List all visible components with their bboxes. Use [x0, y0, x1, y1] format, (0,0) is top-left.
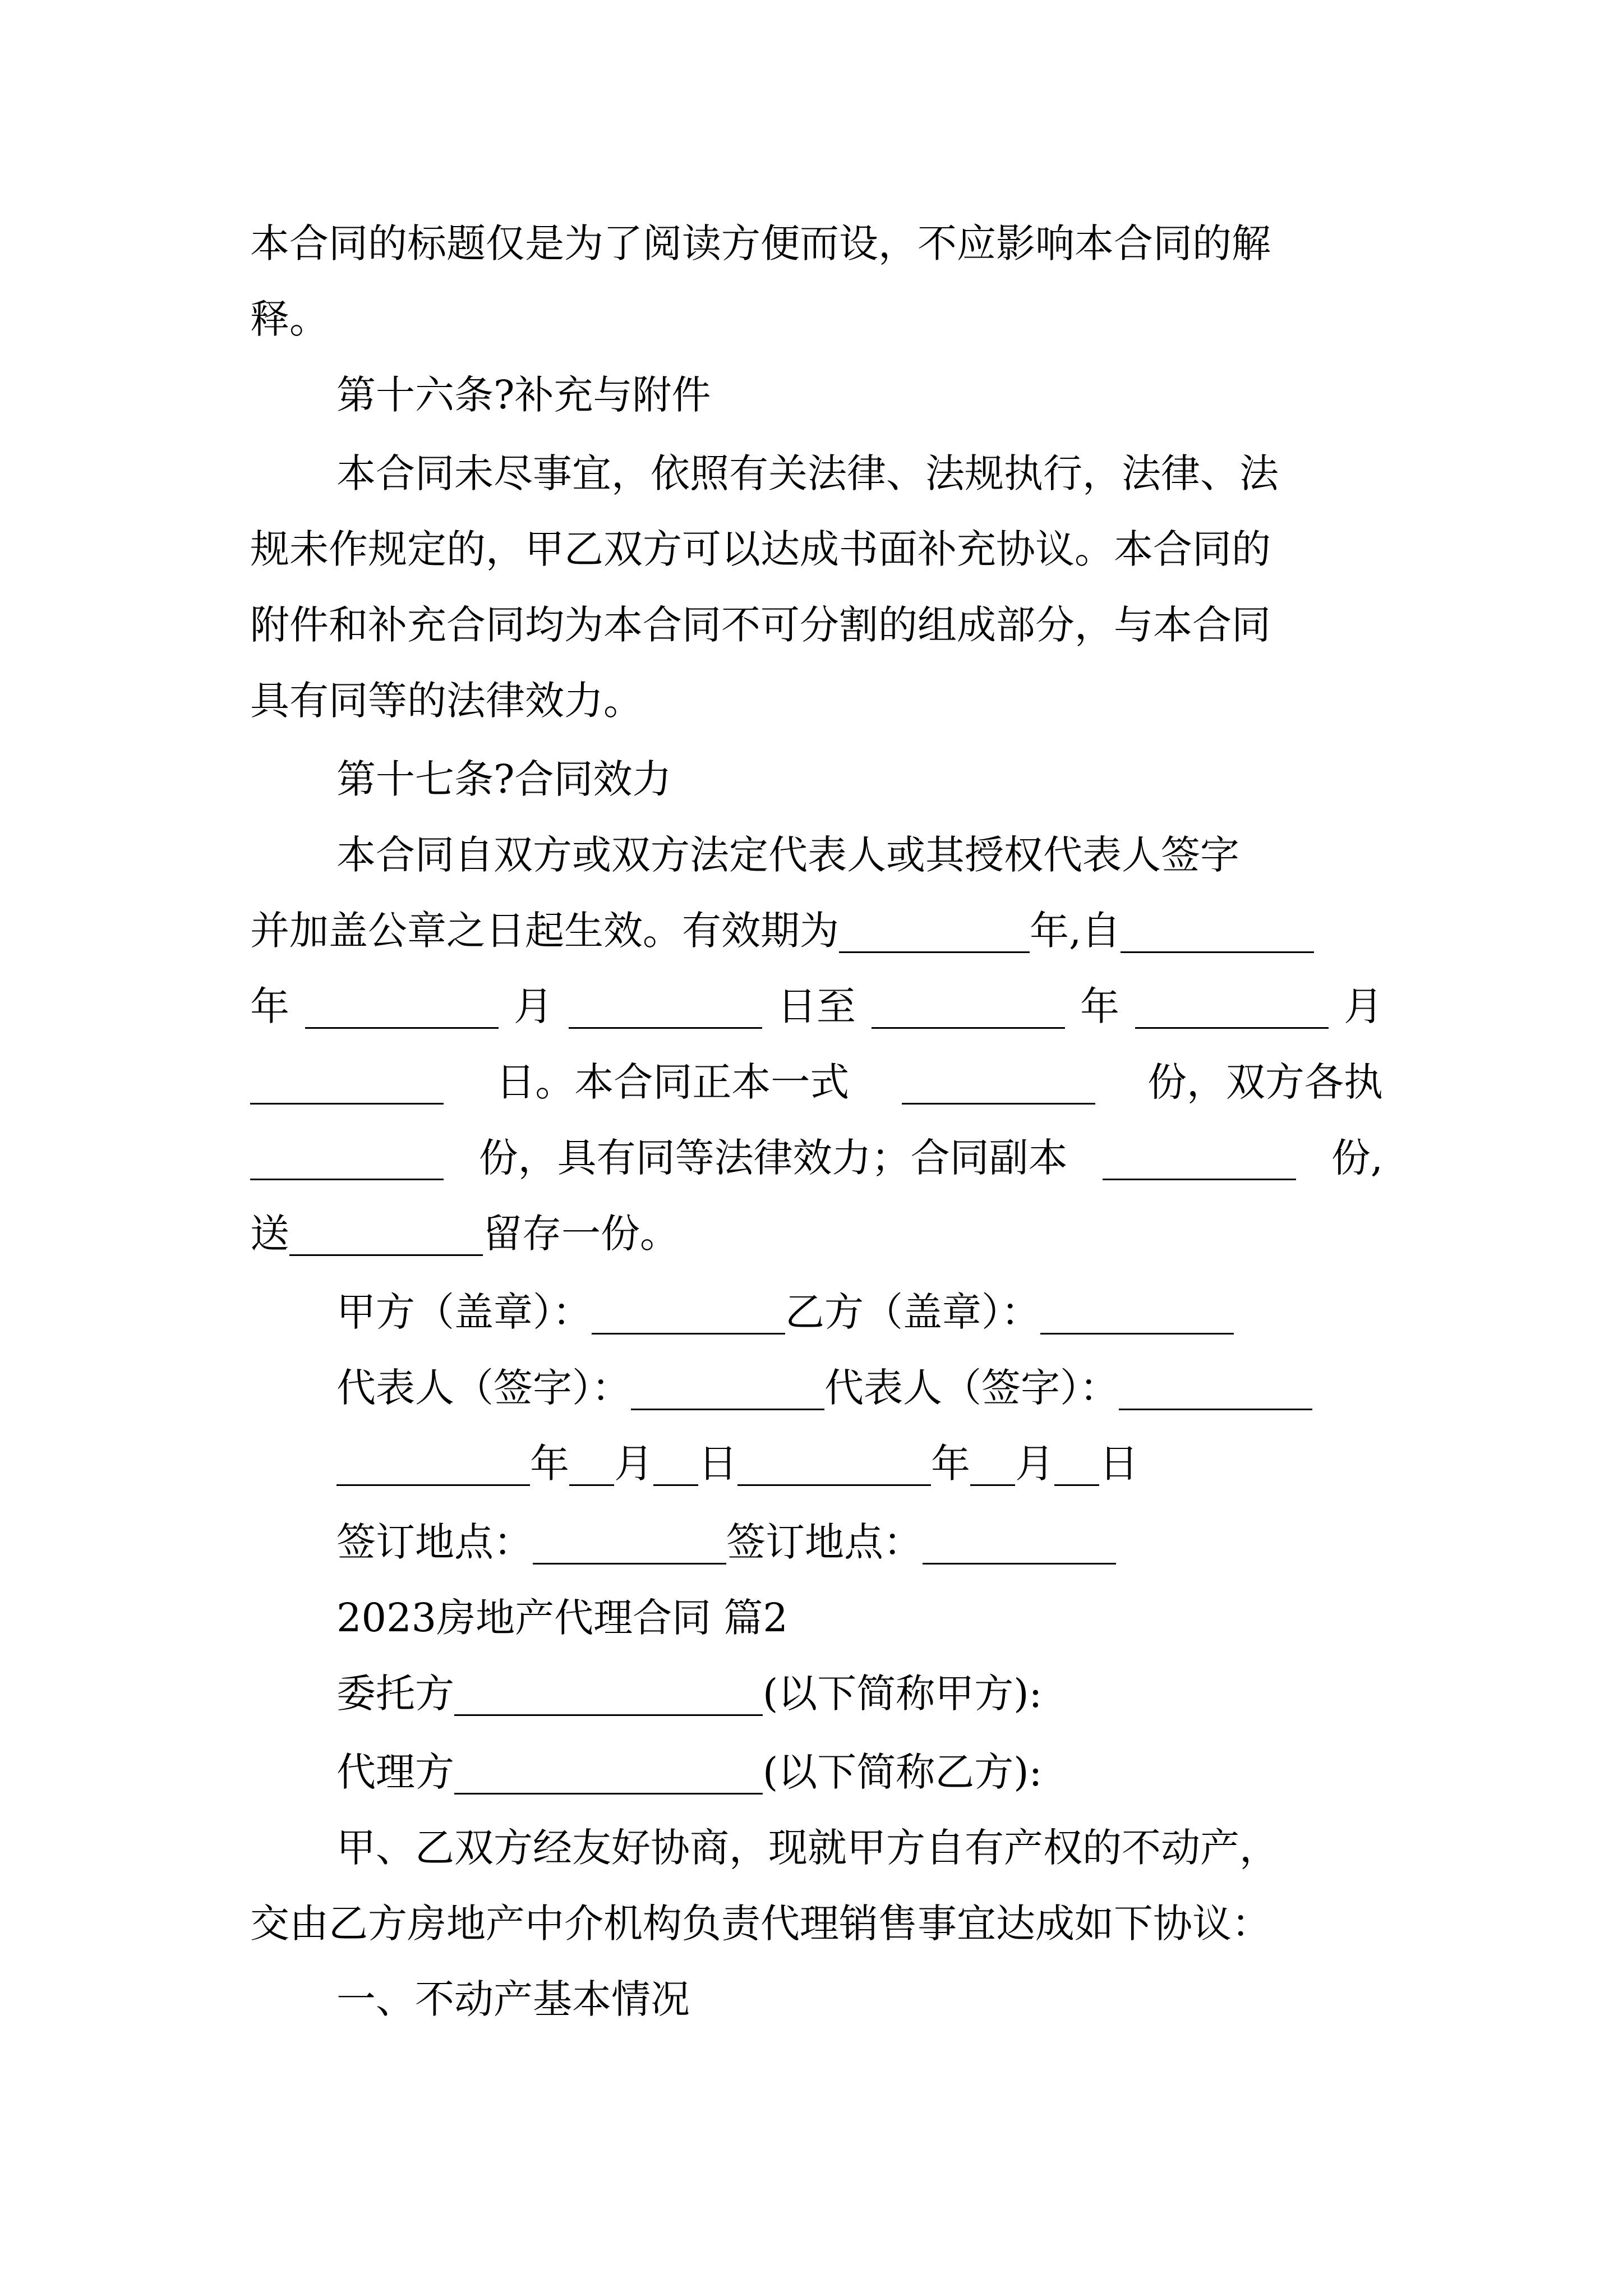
- paragraph-line: [0, 1885, 1623, 1962]
- fill-blank: [1040, 1299, 1234, 1335]
- section-heading: [0, 1961, 1623, 2038]
- paragraph-line: [0, 1119, 1623, 1197]
- fill-blank: [1121, 918, 1314, 953]
- text-run: 本合同未尽事宜，依照有关法律、法规执行，法律、法: [336, 450, 1279, 496]
- text-run: 月: [514, 983, 553, 1029]
- fill-blank: [592, 1299, 785, 1335]
- paragraph-line: [0, 1195, 1623, 1272]
- fill-blank: [1103, 1145, 1296, 1180]
- signing-place-line: [0, 1503, 1623, 1581]
- text-run: 规未作规定的，甲乙双方可以达成书面补充协议。本合同的: [250, 526, 1271, 572]
- text-group: [336, 1349, 1312, 1427]
- fill-blank: [533, 1529, 726, 1565]
- fill-blank: [305, 993, 499, 1029]
- text-group: [336, 1655, 1042, 1732]
- fill-blank: [653, 1451, 698, 1486]
- text-run: 本合同的标题仅是为了阅读方便而设，不应影响本合同的解: [250, 220, 1271, 266]
- fill-blank: [839, 918, 1030, 953]
- text-run: 年: [250, 983, 289, 1029]
- section-heading: [0, 356, 1623, 434]
- text-run: 月: [614, 1441, 653, 1487]
- paragraph-line: [0, 968, 1623, 1045]
- text-group: [336, 1503, 1116, 1581]
- fill-blank: [923, 1529, 1116, 1565]
- text-run: 释。: [250, 296, 329, 342]
- party-b-representative-label: 代表人（签字）：: [824, 1365, 1119, 1411]
- text-run: 委托方: [336, 1671, 454, 1717]
- fill-blank: [250, 1145, 444, 1180]
- paragraph-line: [0, 280, 1623, 358]
- text-run: 份，具有同等法律效力；合同副本: [478, 1135, 1068, 1181]
- text-run: 日: [698, 1441, 737, 1487]
- text-group: [336, 1733, 1042, 1811]
- fill-blank: [872, 993, 1065, 1029]
- party-a-seal-label: 甲方（盖章）：: [336, 1289, 592, 1335]
- party-a-representative-label: 代表人（签字）：: [336, 1365, 631, 1411]
- signature-line: [0, 1349, 1623, 1427]
- party-b-seal-label: 乙方（盖章）：: [785, 1289, 1040, 1335]
- fill-blank: [1119, 1375, 1312, 1410]
- text-run: 留存一份。: [483, 1211, 679, 1257]
- text-run: (以下简称乙方):: [763, 1749, 1043, 1795]
- text-run: 本合同自双方或双方法定代表人或其授权代表人签字: [336, 832, 1239, 878]
- text-run: 份,: [1331, 1135, 1383, 1181]
- justified-text: [250, 205, 1383, 282]
- justified-text: [250, 968, 1383, 1045]
- text-run: 日: [1099, 1441, 1138, 1487]
- text-run: 并加盖公章之日起生效。有效期为: [250, 908, 839, 954]
- fill-blank: [1135, 993, 1329, 1029]
- fill-blank: [454, 1681, 763, 1716]
- fill-blank: [737, 1451, 931, 1486]
- text-group: [250, 892, 1314, 969]
- paragraph-line: [0, 205, 1623, 282]
- paragraph-line: [0, 662, 1623, 739]
- text-run: 年,自: [1030, 908, 1121, 954]
- fill-blank: [1054, 1451, 1099, 1486]
- section-heading: [0, 1579, 1623, 1657]
- text-run: 具有同等的法律效力。: [250, 678, 643, 724]
- section-heading: [0, 740, 1623, 818]
- paragraph-line: [0, 586, 1623, 664]
- text-run: 月: [1015, 1441, 1054, 1487]
- text-run: 送: [250, 1211, 289, 1257]
- text-run: 附件和补充合同均为本合同不可分割的组成部分，与本合同: [250, 602, 1271, 648]
- text-run: 份，双方各执: [1147, 1059, 1383, 1105]
- party-line: [0, 1655, 1623, 1732]
- fill-blank: [336, 1451, 530, 1486]
- party-line: [0, 1733, 1623, 1811]
- text-group: [250, 1195, 679, 1272]
- text-run: 日。本合同正本一式: [496, 1059, 850, 1105]
- justified-text: [250, 1119, 1383, 1197]
- fill-blank: [250, 1069, 444, 1105]
- paragraph-line: [0, 1043, 1623, 1121]
- text-run: 年: [530, 1441, 569, 1487]
- text-run: (以下简称甲方):: [763, 1671, 1043, 1717]
- heading-text: 第十六条?补充与附件: [336, 372, 711, 418]
- text-run: 甲、乙双方经友好协商，现就甲方自有产权的不动产，: [336, 1825, 1279, 1871]
- text-run: 年: [931, 1441, 970, 1487]
- fill-blank: [289, 1221, 483, 1256]
- text-group: [336, 1273, 1234, 1351]
- fill-blank: [902, 1069, 1095, 1105]
- heading-text: 第十七条?合同效力: [336, 756, 672, 802]
- fill-blank: [454, 1759, 763, 1795]
- text-run: 签订地点：: [726, 1519, 923, 1565]
- fill-blank: [970, 1451, 1015, 1486]
- paragraph-line: [0, 1809, 1623, 1887]
- paragraph-line: [0, 510, 1623, 588]
- date-line: [0, 1425, 1623, 1502]
- fill-blank: [569, 993, 762, 1029]
- justified-text: [250, 1043, 1383, 1121]
- text-run: 日至: [777, 983, 856, 1029]
- text-run: 月: [1344, 983, 1383, 1029]
- text-group: [336, 1425, 1138, 1502]
- signature-line: [0, 1273, 1623, 1351]
- paragraph-line: [0, 892, 1623, 969]
- heading-text: 2023房地产代理合同 篇2: [336, 1595, 788, 1641]
- fill-blank: [631, 1375, 824, 1410]
- paragraph-line: [0, 435, 1623, 512]
- text-run: 年: [1080, 983, 1119, 1029]
- text-run: 代理方: [336, 1749, 454, 1795]
- text-run: 签订地点：: [336, 1519, 533, 1565]
- fill-blank: [569, 1451, 614, 1486]
- heading-text: 一、不动产基本情况: [336, 1976, 690, 2022]
- text-run: 交由乙方房地产中介机构负责代理销售事宜达成如下协议：: [250, 1901, 1271, 1947]
- paragraph-line: [0, 816, 1623, 894]
